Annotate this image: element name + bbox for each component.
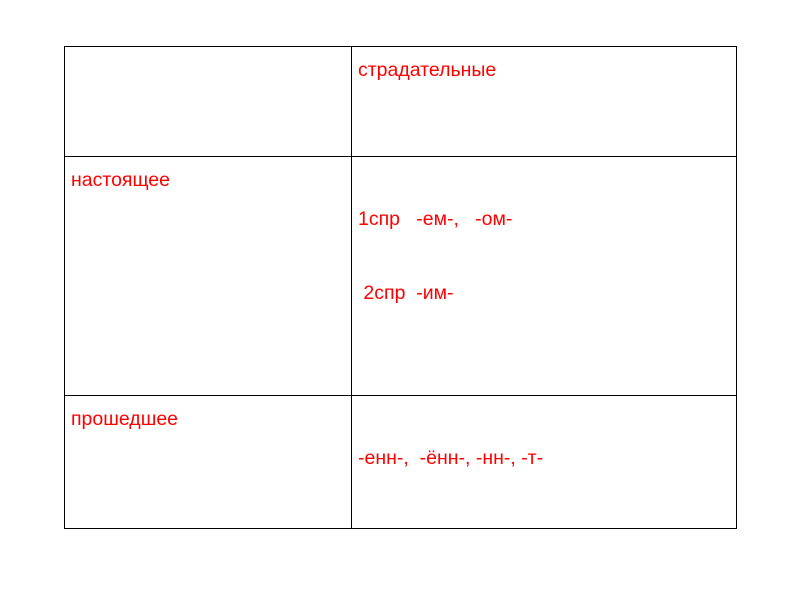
row-label-cell-past: [65, 396, 352, 529]
header-passive-text: страдательные: [358, 59, 497, 81]
header-empty-text: [65, 47, 351, 61]
table-row-present: [65, 157, 737, 396]
suffix-line-2conj: 2спр -им-: [358, 281, 454, 304]
table-row-past: [65, 396, 737, 529]
row-value-cell-past: [352, 396, 737, 529]
suffix-line-1conj: 1спр -ем-, -ом-: [358, 208, 513, 230]
row-value-cell-present: [352, 157, 737, 396]
header-cell-empty: [65, 47, 352, 157]
header-cell-passive: [352, 47, 737, 157]
table-header-row: [65, 47, 737, 157]
row-label-cell-present: [65, 157, 352, 396]
participle-suffix-table: [64, 46, 737, 529]
row-label-present: настоящее: [71, 169, 170, 191]
suffix-line-past: -енн-, -ённ-, -нн-, -т-: [358, 447, 544, 469]
row-label-past: прошедшее: [71, 408, 179, 430]
row-value-present: [352, 157, 736, 342]
row-value-past: [352, 396, 736, 508]
